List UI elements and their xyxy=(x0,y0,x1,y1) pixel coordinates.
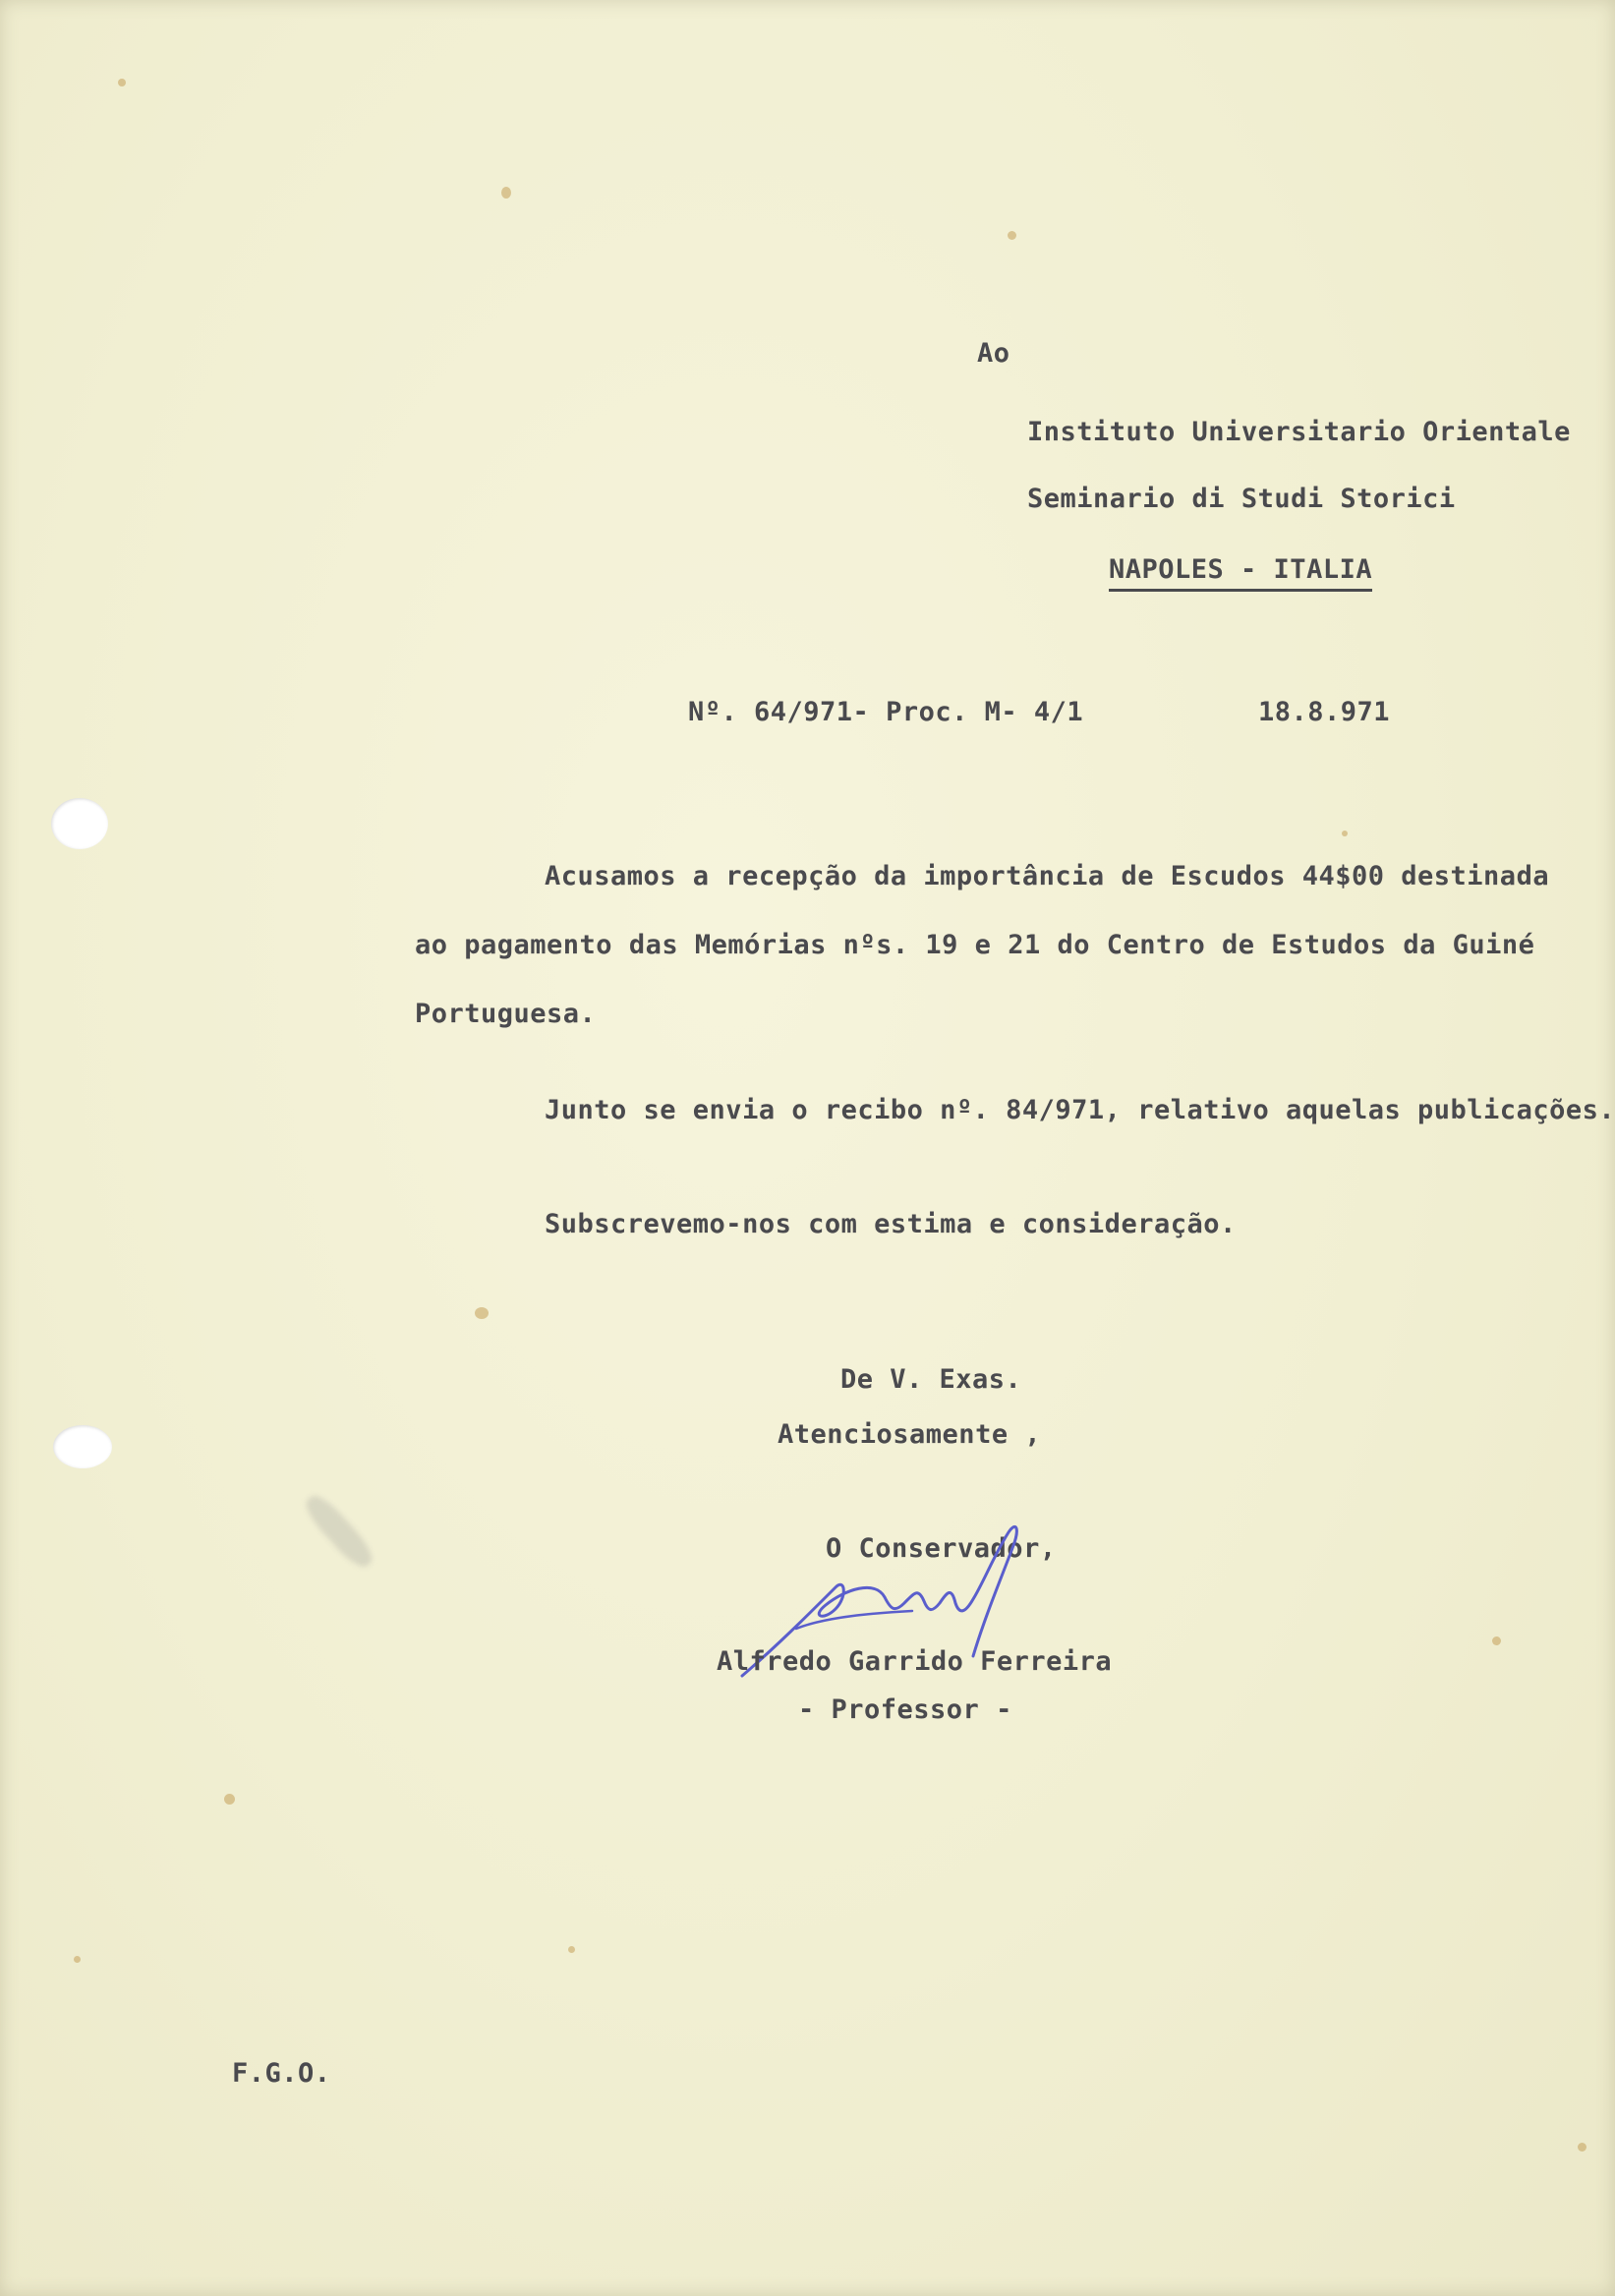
punch-hole-icon xyxy=(51,798,108,849)
closing-line-1: De V. Exas. xyxy=(840,1364,1022,1395)
foxing-spot xyxy=(118,79,126,86)
body-paragraph-1-line-1: Acusamos a recepção da importância de Escudos 44$00 destinada xyxy=(545,861,1550,891)
closing-line-2: Atenciosamente , xyxy=(778,1419,1042,1450)
signer-title: O Conservador, xyxy=(826,1533,1057,1564)
foxing-spot xyxy=(224,1794,235,1805)
reference-number: Nº. 64/971- Proc. M- 4/1 xyxy=(688,697,1084,727)
foxing-spot xyxy=(501,187,511,199)
recipient-line-2: Seminario di Studi Storici xyxy=(1027,484,1456,514)
foxing-spot xyxy=(1578,2143,1586,2152)
body-paragraph-1-line-2: ao pagamento das Memórias nºs. 19 e 21 do Centro de Estudos da Guiné xyxy=(415,930,1535,960)
body-paragraph-2: Junto se envia o recibo nº. 84/971, relativo aquelas publicações. xyxy=(545,1095,1615,1125)
salutation: Ao xyxy=(977,338,1010,369)
recipient-city: NAPOLES - ITALIA xyxy=(1109,556,1372,592)
body-paragraph-3: Subscrevemo-nos com estima e consideração. xyxy=(545,1209,1237,1239)
signer-name: Alfredo Garrido Ferreira xyxy=(717,1646,1113,1677)
punch-hole-icon xyxy=(53,1425,112,1468)
typist-initials: F.G.O. xyxy=(232,2058,331,2089)
body-paragraph-1-line-3: Portuguesa. xyxy=(415,999,597,1029)
foxing-spot xyxy=(1492,1636,1501,1645)
pencil-smudge xyxy=(300,1490,378,1573)
foxing-spot xyxy=(475,1307,489,1319)
foxing-spot xyxy=(1342,831,1348,836)
recipient-line-1: Instituto Universitario Orientale xyxy=(1027,417,1571,447)
foxing-spot xyxy=(568,1946,575,1953)
foxing-spot xyxy=(74,1956,81,1963)
signer-role: - Professor - xyxy=(798,1694,1012,1725)
foxing-spot xyxy=(1008,231,1016,240)
letter-date: 18.8.971 xyxy=(1258,697,1391,727)
